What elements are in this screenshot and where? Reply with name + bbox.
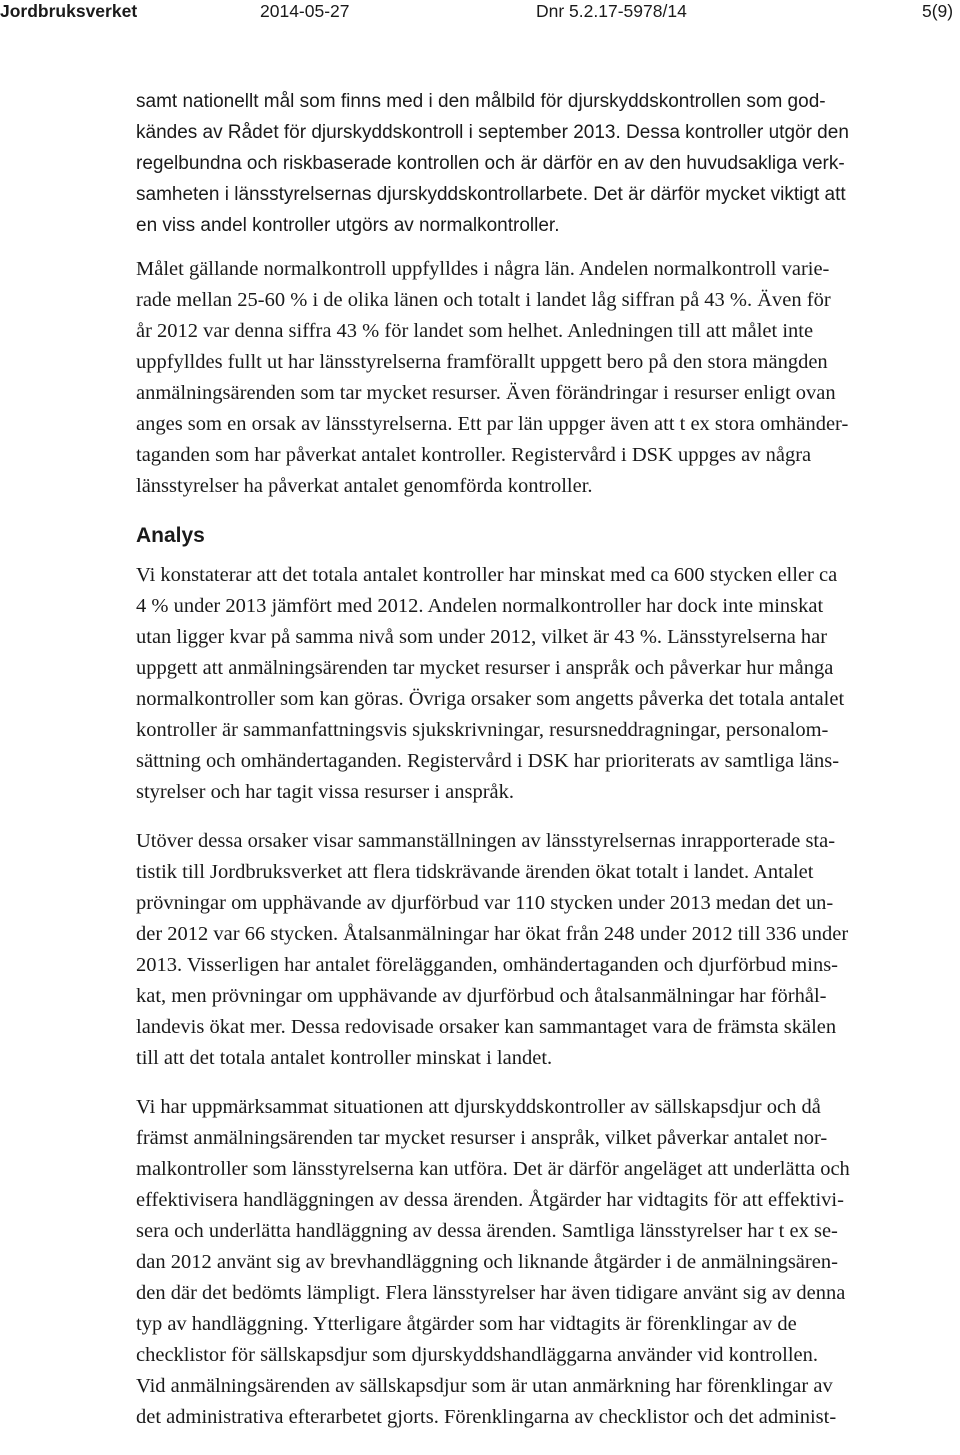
text-line: kontroller är sammanfattningsvis sjukskrivningar, resursneddragningar, personalom- <box>136 719 829 741</box>
text-line: samheten i länsstyrelsernas djurskyddskontrollarbete. Det är därför mycket viktigt att <box>136 184 846 205</box>
document-body <box>136 86 960 1433</box>
paragraph-analysis-1 <box>136 560 960 808</box>
text-line: malkontroller som länsstyrelserna kan utföra. Det är därför angeläget att underlätta och <box>136 1158 850 1180</box>
text-line: det administrativa efterarbetet gjorts. Förenklingarna av checklistor och det administ- <box>136 1406 837 1428</box>
text-line: dan 2012 använt sig av brevhandläggning och liknande åtgärder i de anmälningsären- <box>136 1251 838 1273</box>
text-line: 2013. Visserligen har antalet förelägganden, omhändertaganden och djurförbud mins- <box>136 954 839 976</box>
page-number: 5(9) <box>922 1 954 21</box>
text-line: Vid anmälningsärenden av sällskapsdjur som är utan anmärkning har förenklingar av <box>136 1375 833 1397</box>
text-line: prövningar om upphävande av djurförbud var 110 stycken under 2013 medan det un- <box>136 892 834 914</box>
text-line: anges som en orsak av länsstyrelserna. Ett par län uppger även att t ex stora omhänder- <box>136 413 849 435</box>
text-line: länsstyrelser ha påverkat antalet genomförda kontroller. <box>136 475 593 497</box>
text-line: Utöver dessa orsaker visar sammanställningen av länsstyrelsernas inrapporterade sta- <box>136 830 836 852</box>
text-line: sera och underlätta handläggning av dessa ärenden. Samtliga länsstyrelser har t ex se- <box>136 1220 838 1242</box>
text-line: 4 % under 2013 jämfört med 2012. Andelen normalkontroller har dock inte minskat <box>136 595 824 617</box>
document-date: 2014-05-27 <box>260 1 350 21</box>
text-line: främst anmälningsärenden tar mycket resurser i anspråk, vilket påverkar antalet nor- <box>136 1127 828 1149</box>
text-line: taganden som har påverkat antalet kontroller. Registervård i DSK uppges av några <box>136 444 812 466</box>
page-header <box>0 0 960 26</box>
text-line: typ av handläggning. Ytterligare åtgärder som har vidtagits är förenklingar av de <box>136 1313 797 1335</box>
paragraph-intro <box>136 86 960 241</box>
text-line: år 2012 var denna siffra 43 % för landet som helhet. Anledningen till att målet inte <box>136 320 814 342</box>
paragraph-goal <box>136 254 960 502</box>
text-line: styrelser och har tagit vissa resurser i anspråk. <box>136 781 514 803</box>
paragraph-analysis-2 <box>136 826 960 1074</box>
text-line: der 2012 var 66 stycken. Åtalsanmälningar har ökat från 248 under 2012 till 336 under <box>136 923 849 945</box>
paragraph-analysis-3 <box>136 1092 960 1433</box>
text-line: uppgett att anmälningsärenden tar mycket resurser i anspråk och påverkar hur många <box>136 657 834 679</box>
text-line: effektivisera handläggningen av dessa ärenden. Åtgärder har vidtagits för att effektivi- <box>136 1189 844 1211</box>
text-line: uppfylldes fullt ut har länsstyrelserna framförallt uppgett bero på den stora mängden <box>136 351 828 373</box>
text-line: regelbundna och riskbaserade kontrollen och är därför en av den huvudsakliga verk- <box>136 153 845 174</box>
document-number: Dnr 5.2.17-5978/14 <box>536 1 687 21</box>
section-heading: Analys <box>136 524 205 547</box>
text-line: checklistor för sällskapsdjur som djurskyddshandläggarna använder vid kontrollen. <box>136 1344 819 1366</box>
text-line: kändes av Rådet för djurskyddskontroll i september 2013. Dessa kontroller utgör den <box>136 122 849 143</box>
text-line: Vi har uppmärksammat situationen att djurskyddskontroller av sällskapsdjur och då <box>136 1096 821 1118</box>
text-line: samt nationellt mål som finns med i den målbild för djurskyddskontrollen som god- <box>136 91 826 112</box>
text-line: utan ligger kvar på samma nivå som under 2012, vilket är 43 %. Länsstyrelserna har <box>136 626 828 648</box>
organization-name: Jordbruksverket <box>0 1 138 21</box>
text-line: Målet gällande normalkontroll uppfylldes i några län. Andelen normalkontroll varie- <box>136 258 830 280</box>
text-line: rade mellan 25-60 % i de olika länen och totalt i landet låg siffran på 43 %. Även för <box>136 289 831 311</box>
text-line: kat, men prövningar om upphävande av djurförbud och åtalsanmälningar har förhål- <box>136 985 827 1007</box>
text-line: normalkontroller som kan göras. Övriga orsaker som angetts påverka det totala antalet <box>136 688 845 710</box>
text-line: sättning och omhändertaganden. Registervård i DSK har prioriterats av samtliga läns- <box>136 750 840 772</box>
text-line: anmälningsärenden som tar mycket resurser. Även förändringar i resurser enligt ovan <box>136 382 836 404</box>
text-line: tistik till Jordbruksverket att flera tidskrävande ärenden ökat totalt i landet. Antalet <box>136 861 814 883</box>
text-line: den där det bedömts lämpligt. Flera länsstyrelser har även tidigare använt sig av denna <box>136 1282 846 1304</box>
text-line: Vi konstaterar att det totala antalet kontroller har minskat med ca 600 stycken eller ca <box>136 564 838 586</box>
text-line: landevis ökat mer. Dessa redovisade orsaker kan sammantaget vara de främsta skälen <box>136 1016 837 1038</box>
text-line: en viss andel kontroller utgörs av normalkontroller. <box>136 215 560 236</box>
text-line: till att det totala antalet kontroller minskat i landet. <box>136 1047 553 1069</box>
